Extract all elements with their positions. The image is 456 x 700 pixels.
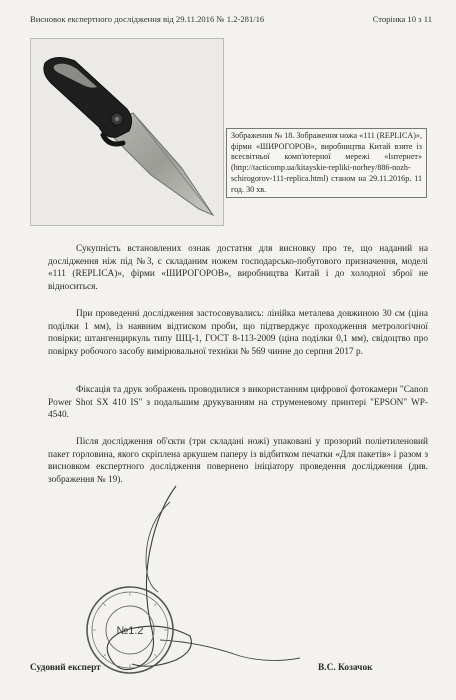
knife-image bbox=[31, 39, 223, 225]
header-title: Висновок експертного дослідження від 29.11.2016 № 1.2-281/16 bbox=[30, 14, 265, 24]
page-header bbox=[30, 14, 432, 24]
expert-name: В.С. Козачок bbox=[318, 663, 373, 673]
packaging-paragraph: Після дослідження об'єкти (три складані ножі) упаковані у прозорий поліетиленовий пакет горловина, якого скріплена аркушем паперу із відбитком печатки «Для пакетів» і разом з висновком експертного дослідження повернено ініціатору проведення дослідження (див. зображення № 19). bbox=[48, 437, 428, 485]
stamp-number: №1.2 bbox=[116, 625, 144, 637]
conclusion-paragraph: Сукупність встановлених ознак достатня для висновку про те, що наданий на дослідження ніж під №3, є складаним ножем господарсько-побутового призначення, моделі «111 (REPLICA)», фірми «ШИРОГОРОВ», виробництва Китай і до холодної зброї не відноситься. bbox=[48, 244, 428, 292]
knife-photo bbox=[30, 38, 224, 226]
expert-role: Судовий експерт bbox=[30, 663, 101, 673]
figure-caption: Зображення № 18. Зображення ножа «111 (REPLICA)», фірми «ШИРОГОРОВ», виробництва Китай взяте із всесвітньої комп'ютерної мережі «Інтернет» (http://tacticomp.ua/kitayskie-repliki-norhey/886-nozh-schirogorov-111-replica.html) станом на 29.11.2016р. 11 год. 30 хв. bbox=[226, 128, 427, 198]
instruments-paragraph: При проведенні дослідження застосовувались: лінійка металева довжиною 30 см (ціна поділки 1 мм), із наявним відтиском проби, що підтверджує проходження метрологічної повірки; штангенциркуль типу ШЦ-1, ГОСТ 8-113-2009 (ціна поділки 0,1 мм), свідоцтво про повірку робочого засобу вимірювальної техніки № 569 чинне до серпня 2017 р. bbox=[48, 309, 428, 357]
photo-fixation-paragraph: Фіксація та друк зображень проводилися з використанням цифрової фотокамери "Canon Power Shot SX 410 IS" з подальшим друкуванням на струменевому принтері "EPSON" WP-4540. bbox=[48, 385, 428, 421]
page-number: Сторінка 10 з 11 bbox=[372, 14, 432, 24]
